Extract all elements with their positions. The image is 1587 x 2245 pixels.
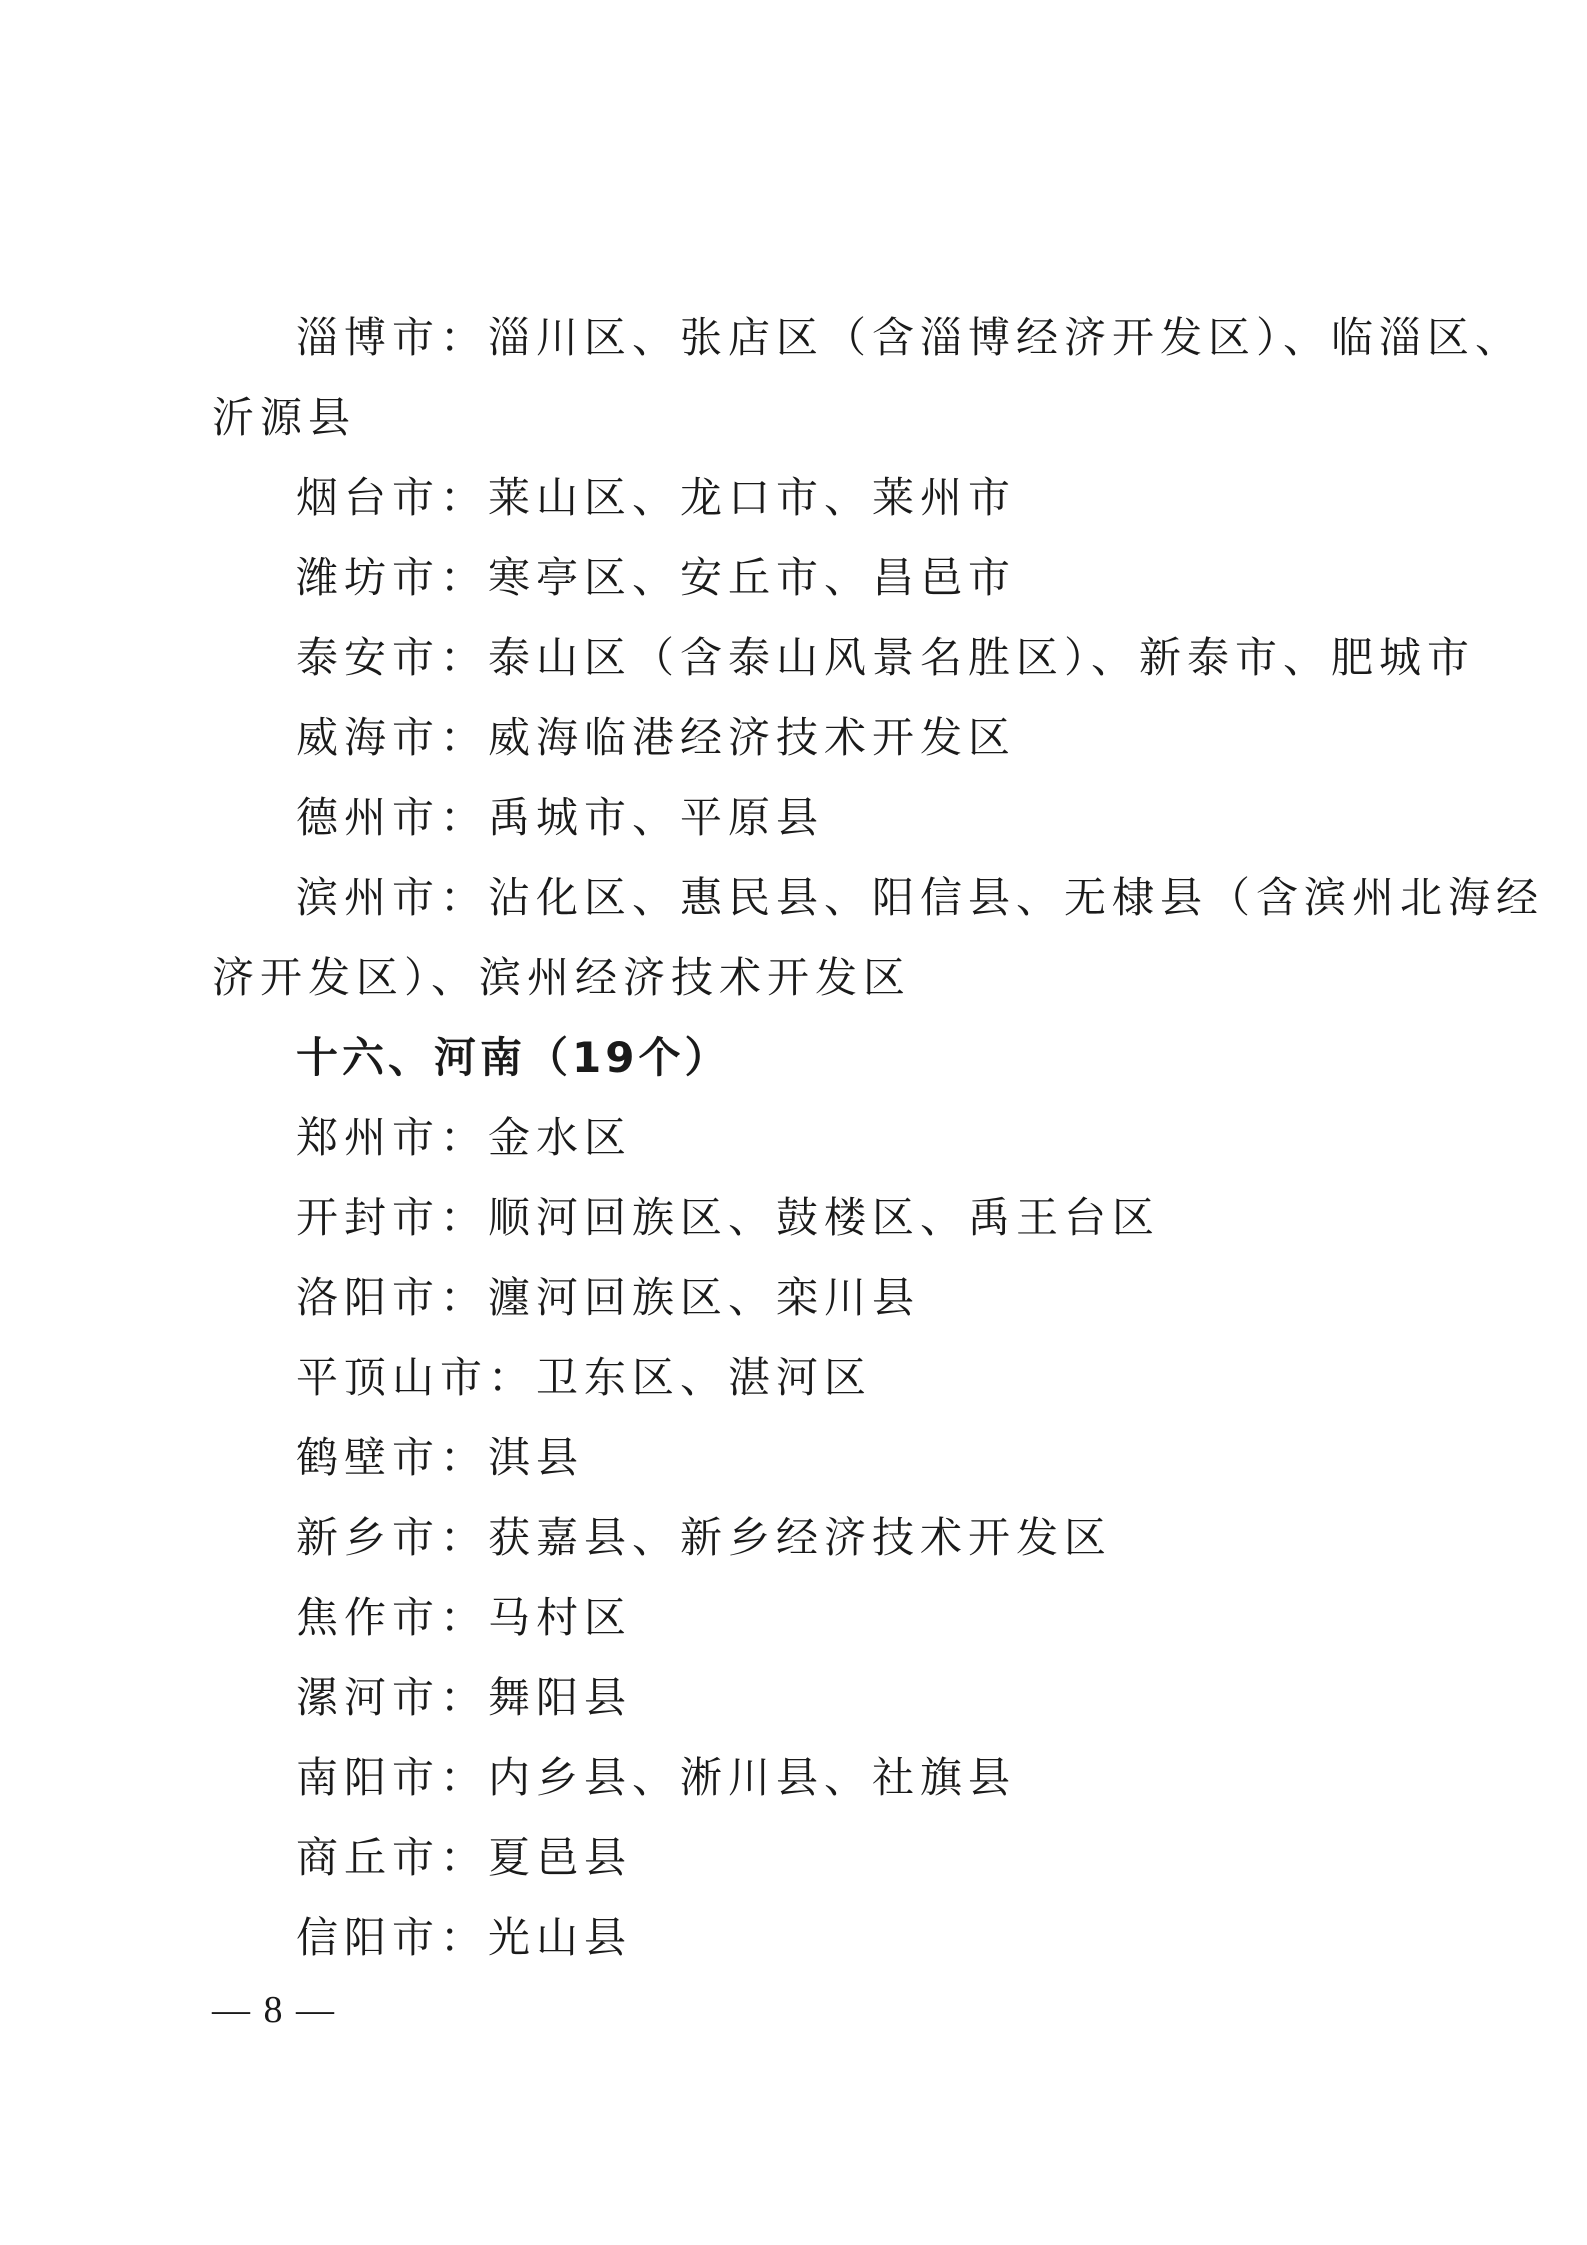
paragraph-xinyang: 信阳市：光山县 [296,1913,633,1962]
paragraph-dezhou: 德州市：禹城市、平原县 [296,793,825,842]
paragraph-luohe: 漯河市：舞阳县 [296,1673,633,1722]
paragraph-weifang: 潍坊市：寒亭区、安丘市、昌邑市 [296,553,1017,602]
paragraph-kaifeng: 开封市：顺河回族区、鼓楼区、禹王台区 [296,1193,1161,1242]
paragraph-binzhou-continued: 济开发区）、滨州经济技术开发区 [212,953,912,1002]
paragraph-hebi: 鹤壁市：淇县 [296,1433,585,1482]
paragraph-jiaozuo: 焦作市：马村区 [296,1593,633,1642]
paragraph-zhengzhou: 郑州市：金水区 [296,1113,633,1162]
page-number: — 8 — [212,1989,336,2031]
section-heading-henan: 十六、河南（19个） [296,1033,731,1082]
paragraph-luoyang: 洛阳市：瀍河回族区、栾川县 [296,1273,921,1322]
paragraph-zibo: 淄博市：淄川区、张店区（含淄博经济开发区）、临淄区、 [296,313,1524,362]
paragraph-weihai: 威海市：威海临港经济技术开发区 [296,713,1017,762]
paragraph-xinxiang: 新乡市：获嘉县、新乡经济技术开发区 [296,1513,1113,1562]
paragraph-taian: 泰安市：泰山区（含泰山风景名胜区）、新泰市、肥城市 [296,633,1476,682]
paragraph-nanyang: 南阳市：内乡县、淅川县、社旗县 [296,1753,1017,1802]
document-body [212,298,1545,1978]
paragraph-pingdingshan: 平顶山市：卫东区、湛河区 [296,1353,873,1402]
paragraph-zibo-continued: 沂源县 [212,393,357,442]
paragraph-yantai: 烟台市：莱山区、龙口市、莱州市 [296,473,1017,522]
paragraph-shangqiu: 商丘市：夏邑县 [296,1833,633,1882]
paragraph-binzhou: 滨州市：沾化区、惠民县、阳信县、无棣县（含滨州北海经 [296,873,1545,922]
